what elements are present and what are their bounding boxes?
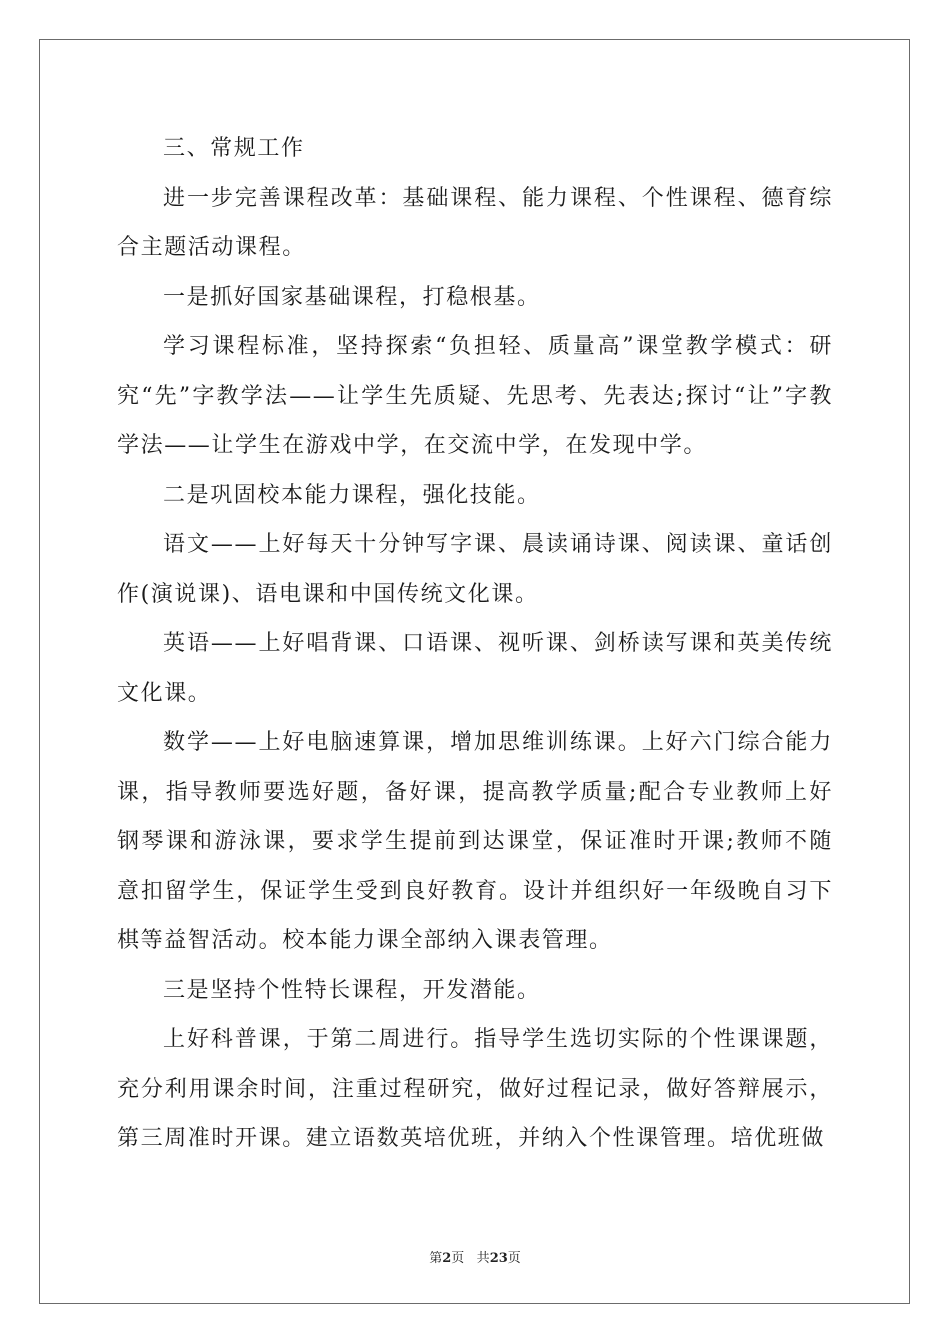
paragraph: 语文——上好每天十分钟写字课、晨读诵诗课、阅读课、童话创作(演说课)、语电课和中国传统文化课。 bbox=[117, 532, 833, 607]
total-suffix: 页 bbox=[507, 1251, 521, 1266]
current-page-number: 2 bbox=[442, 1251, 452, 1266]
page-suffix: 页 bbox=[451, 1251, 465, 1266]
paragraph: 学习课程标准，坚持探索“负担轻、质量高”课堂教学模式：研究“先”字教学法——让学生先质疑、先思考、先表达;探讨“让”字教学法——让学生在游戏中学，在交流中学，在发现中学。 bbox=[117, 334, 833, 458]
paragraph: 进一步完善课程改革：基础课程、能力课程、个性课程、德育综合主题活动课程。 bbox=[117, 185, 833, 260]
paragraph: 数学——上好电脑速算课，增加思维训练课。上好六门综合能力课，指导教师要选好题，备好课，提高教学质量;配合专业教师上好钢琴课和游泳课，要求学生提前到达课堂，保证准时开课;教师不随意扣留学生，保证学生受到良好教育。设计并组织好一年级晚自习下棋等益智活动。校本能力课全部纳入课表管理。 bbox=[117, 730, 833, 953]
subheading: 一是抓好国家基础课程，打稳根基。 bbox=[163, 284, 541, 310]
total-prefix: 共 bbox=[476, 1251, 490, 1266]
total-pages-number: 23 bbox=[489, 1251, 508, 1266]
subheading: 三是坚持个性特长课程，开发潜能。 bbox=[163, 977, 541, 1003]
paragraph: 上好科普课，于第二周进行。指导学生选切实际的个性课课题，充分利用课余时间，注重过程研究，做好过程记录，做好答辩展示，第三周准时开课。建立语数英培优班，并纳入个性课管理。培优班做 bbox=[117, 1027, 833, 1151]
paragraph: 英语——上好唱背课、口语课、视听课、剑桥读写课和英美传统文化课。 bbox=[117, 631, 833, 706]
document-body bbox=[117, 124, 833, 1164]
section-heading: 三、常规工作 bbox=[163, 136, 305, 161]
subheading: 二是巩固校本能力课程，强化技能。 bbox=[163, 482, 541, 508]
page-prefix: 第 bbox=[429, 1251, 443, 1266]
page-footer bbox=[0, 1247, 950, 1266]
